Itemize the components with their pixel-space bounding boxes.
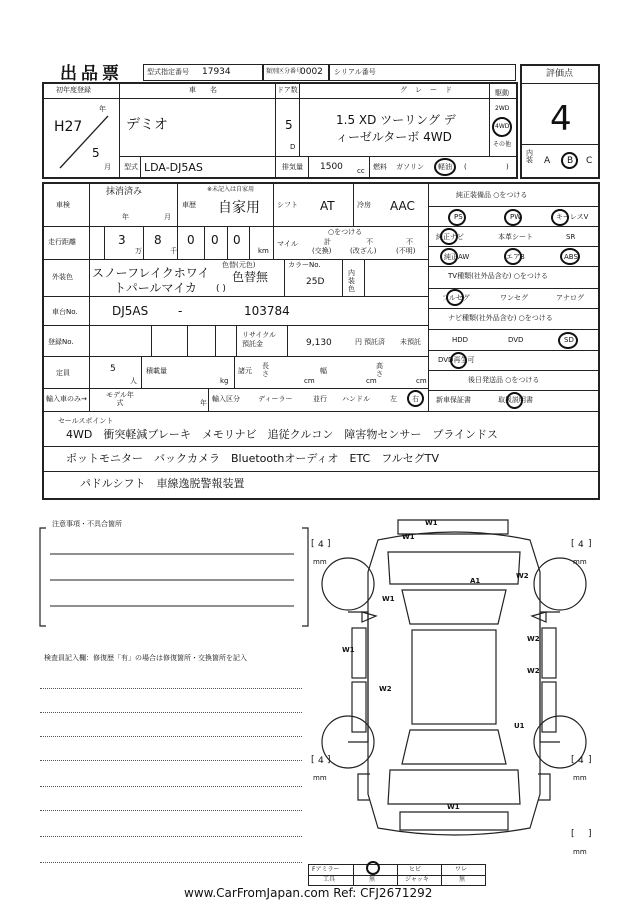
mark-left-rear-door: W2 [379, 685, 392, 693]
man-unit: 万 [135, 247, 142, 255]
equip-navi: 純正ナビ [436, 233, 464, 241]
equip-aw: 純正AW [444, 253, 470, 261]
equip-pw-circle [504, 209, 522, 226]
footer-r1c3: ヒビ [409, 866, 422, 873]
import-dealer: ディーラー [258, 395, 293, 403]
import-parallel: 並行 [313, 395, 327, 403]
displacement-value: 1500 [320, 162, 343, 172]
sales-line-3: パドルシフト 車線逸脱警報装置 [80, 477, 245, 490]
equip-aw-circle [440, 248, 458, 265]
length-cm: cm [304, 377, 315, 385]
reg-no-label: 登録No. [48, 338, 74, 346]
drive-2wd: 2WD [495, 105, 510, 112]
interior-b-circle [561, 152, 578, 169]
after-manual-circle [506, 392, 523, 409]
equip-keyless-circle [551, 209, 569, 226]
class-code-value: 0002 [300, 67, 323, 77]
caution-bracket [36, 526, 312, 632]
usage-label: 車歴 [182, 201, 196, 209]
usage-value: 自家用 [218, 200, 260, 216]
reg-month: 5 [92, 146, 100, 160]
fuel-label: 燃料 [373, 163, 387, 171]
equip-airbag-circle [504, 248, 522, 265]
load-label: 積載量 [146, 367, 167, 375]
import-label: 輸入車のみ→ [46, 395, 87, 403]
ac-label: 冷房 [357, 201, 371, 209]
inspection-month-label: 月 [164, 213, 171, 221]
mark-rear-bumper: W1 [447, 803, 460, 811]
mileage-circle-note: ○をつける [328, 228, 363, 236]
tv-analog: アナログ [556, 294, 584, 302]
score-label: 評価点 [546, 69, 574, 79]
chassis-label: 車台No. [52, 308, 78, 316]
mark-front-right-fender: W2 [516, 572, 529, 580]
drive-4wd-circle [492, 117, 512, 137]
footer-r2c1: 工具 [323, 876, 336, 883]
model-label: 型式 [124, 163, 138, 171]
footer-r1c4: ワレ [455, 866, 468, 873]
odo-opt-2-note: (改ざん) [350, 247, 377, 255]
tv-fullseg-circle [446, 289, 464, 306]
equip-ps-circle [448, 209, 466, 226]
doors-label: ドア数 [277, 86, 298, 94]
interior-grade-b: B [567, 156, 574, 166]
tire-fl-depth: 4 [318, 540, 324, 550]
mark-hood: A1 [470, 577, 481, 585]
sheet-title: 出品票 [60, 64, 123, 84]
vehicle-block: 初年度登録 H27 年 5 月 車名 デミオ 型式 LDA-DJ5AS ドア数 5 D グレード 1.5 XD ツーリング デ ィーゼルターボ 4WD 排気量 1500 cc 燃料 ガソリン 軽油 ( ) 駆動 2WD 4WD その他 [42, 82, 518, 179]
handle-right-circle [407, 390, 424, 407]
capacity-label: 定員 [56, 369, 70, 377]
reg-slash [54, 112, 112, 172]
height-label: 高さ [376, 362, 383, 378]
footer-table [308, 864, 486, 886]
sen-unit: 千 [170, 247, 177, 255]
inspector-label: 検査員記入欄：修復歴「有」の場合は修復箇所・交換箇所を記入 [44, 654, 247, 662]
mileage-digit-2: 8 [154, 233, 162, 247]
tire-fr-depth: 4 [578, 540, 584, 550]
interior-grade-c: C [586, 156, 593, 166]
genuine-title: 純正装備品 ○をつける [456, 191, 528, 199]
fuel-diesel: 軽油 [438, 163, 452, 171]
interior-label: 内装 [526, 149, 533, 164]
serial-label: シリアル番号 [334, 68, 376, 76]
nav-dvd: DVD [508, 336, 524, 344]
mileage-digit-4: 0 [211, 233, 219, 247]
recycle-unit: 円 [355, 338, 362, 346]
color-no-value: 25D [306, 277, 325, 287]
inspection-year-label: 年 [122, 213, 129, 221]
equip-abs: ABS [564, 253, 578, 261]
dims-label: 諸元 [238, 367, 252, 375]
height-cm: cm [416, 377, 427, 385]
tv-oneseg: ワンセグ [500, 294, 528, 302]
capacity-value: 5 [110, 364, 116, 374]
model-year-unit: 年 [200, 399, 207, 407]
reg-month-label: 月 [104, 163, 111, 171]
nav-title: ナビ種類(社外品含む) ○をつける [448, 314, 553, 322]
form-code-box [143, 64, 263, 81]
mileage-digit-5: 0 [233, 233, 241, 247]
score-box [520, 64, 600, 179]
recycle-deposited: 預託済 [364, 338, 385, 346]
tire-rl-depth: 4 [318, 756, 324, 766]
tire-fl-mm: mm [313, 558, 327, 566]
footer-r2c4: 無 [459, 876, 466, 883]
grade-label: グレード [400, 86, 460, 94]
recycle-label: リサイクル預託金 [242, 331, 277, 348]
equip-pw: PW [510, 213, 522, 221]
equip-sr: SR [566, 233, 576, 241]
tv-fullseg: フルセグ [442, 294, 470, 302]
equip-navi-circle [440, 228, 458, 245]
doors-value: 5 [285, 118, 293, 132]
width-cm: cm [366, 377, 377, 385]
details-block [42, 182, 600, 500]
mark-right-front-door: W2 [527, 635, 540, 643]
mark-left-fender: W1 [382, 595, 395, 603]
mark-right-quarter: U1 [514, 722, 525, 730]
nav-hdd: HDD [452, 336, 469, 344]
door-suffix: D [290, 143, 296, 151]
reg-era-year: H27 [54, 119, 83, 135]
mark-right-rear-door: W2 [527, 667, 540, 675]
tire-fr-mm: mm [573, 558, 587, 566]
grade-line2: ィーゼルターボ 4WD [336, 130, 452, 144]
recycle-value: 9,130 [306, 338, 332, 348]
sales-line-1: 4WD 衝突軽減ブレーキ メモリナビ 追従クルコン 障害物センサー ブラインドス [66, 428, 498, 441]
reg-year-label: 年 [99, 105, 106, 113]
length-label: 長さ [262, 362, 269, 378]
form-code-value: 17934 [202, 67, 231, 77]
mark-front-bumper: W1 [425, 519, 438, 527]
dvd-play-circle [450, 352, 467, 369]
mileage-digit-1: 3 [118, 233, 126, 247]
sales-line-2: ポットモニター バックカメラ Bluetoothオーディオ ETC フルセグTV [66, 452, 440, 465]
odo-opt-1: 計 [324, 238, 331, 246]
fuel-diesel-circle [434, 158, 456, 176]
odo-opt-1-note: (交換) [312, 247, 332, 255]
km-unit: km [258, 247, 269, 255]
sales-label: セールスポイント [58, 417, 114, 425]
odo-opt-3-note: (不明) [396, 247, 416, 255]
grade-line1: 1.5 XD ツーリング デ [336, 113, 456, 127]
after-manual: 取扱説明書 [498, 396, 533, 404]
mileage-digit-3: 0 [187, 233, 195, 247]
equip-keyless: キーレスV [556, 213, 589, 221]
tv-title: TV種類(社外品含む) ○をつける [448, 272, 548, 280]
mark-front-left: W1 [402, 533, 415, 541]
color-change-label: 色替(元色) [222, 261, 256, 269]
after-title: 後日発送品 ○をつける [468, 376, 540, 384]
import-type-label: 輸入区分 [212, 395, 240, 403]
footer-r2c2: 無 [369, 876, 376, 883]
recycle-not: 未預託 [400, 338, 421, 346]
interior-color-label: 内装色 [348, 269, 355, 293]
footer-mirror-circle [366, 861, 380, 875]
after-warranty: 新車保証書 [436, 396, 471, 404]
shift-label: シフト [277, 201, 298, 209]
inspection-label: 車検 [56, 201, 70, 209]
mileage-label: 走行距離 [48, 238, 76, 246]
displacement-label: 排気量 [282, 163, 303, 171]
tire-rr-mm: mm [573, 774, 587, 782]
dvd-play: DVD再生可 [438, 356, 475, 364]
inspection-value: 抹消済み [106, 187, 143, 197]
fuel-gasoline: ガソリン [396, 163, 424, 171]
form-code-label: 型式指定番号 [147, 68, 189, 76]
width-label: 幅 [320, 367, 327, 375]
class-code-label: 類別区分番号 [266, 68, 303, 75]
score-value: 4 [550, 99, 572, 139]
handle-label: ハンドル [342, 395, 370, 403]
mark-left-side: W1 [342, 646, 355, 654]
mile-label: マイル [277, 240, 298, 248]
handle-left: 左 [390, 395, 397, 403]
equip-airbag: エアB [506, 253, 525, 261]
car-name-label: 車名 [189, 86, 231, 94]
color-label: 外装色 [52, 273, 73, 281]
handle-right: 右 [412, 395, 419, 403]
watermark: www.CarFromJapan.com Ref: CFJ2671292 [184, 886, 433, 900]
drive-4wd: 4WD [495, 123, 510, 130]
reg-label: 初年度登録 [56, 86, 91, 94]
model-value: LDA-DJ5AS [144, 161, 203, 174]
chassis-dash: - [178, 304, 183, 318]
car-damage-diagram [318, 512, 590, 850]
color-name-2: トパールマイカ [114, 281, 197, 295]
odo-opt-2: 不 [366, 238, 373, 246]
interior-grade-a: A [544, 156, 551, 166]
model-year-label: モデル年式 [106, 391, 134, 407]
car-name: デミオ [126, 117, 168, 133]
footer-r2c3: ジャッキ [405, 876, 429, 883]
nav-sd: SD [564, 336, 574, 344]
shift-value: AT [320, 199, 335, 213]
serial-box [329, 64, 516, 81]
color-paren: ( ) [216, 284, 226, 294]
chassis-number: 103784 [244, 304, 290, 318]
odo-opt-3: 不 [406, 238, 413, 246]
spare-mm: mm [573, 848, 587, 856]
equip-leather: 本革シート [498, 233, 533, 241]
ac-value: AAC [390, 199, 415, 213]
class-code-box [263, 64, 329, 81]
chassis-model: DJ5AS [112, 304, 149, 318]
equip-ps: PS [454, 213, 463, 221]
cc-unit: cc [357, 167, 365, 175]
capacity-unit: 人 [130, 377, 137, 385]
load-kg: kg [220, 377, 229, 385]
tire-rl-mm: mm [313, 774, 327, 782]
drive-other: その他 [493, 141, 512, 148]
color-change-value: 色替無 [232, 270, 269, 284]
color-no-label: カラーNo. [288, 261, 321, 269]
footer-r1c1: Fアミラー [312, 866, 340, 873]
drive-label: 駆動 [495, 89, 509, 97]
tire-rr-depth: 4 [578, 756, 584, 766]
usage-note: ※未記入は自家用 [207, 186, 255, 193]
caution-label: 注意事項・不具合箇所 [52, 520, 122, 528]
color-name-1: スノーフレイクホワイ [92, 266, 210, 280]
equip-abs-circle [560, 248, 580, 265]
nav-sd-circle [558, 332, 578, 349]
